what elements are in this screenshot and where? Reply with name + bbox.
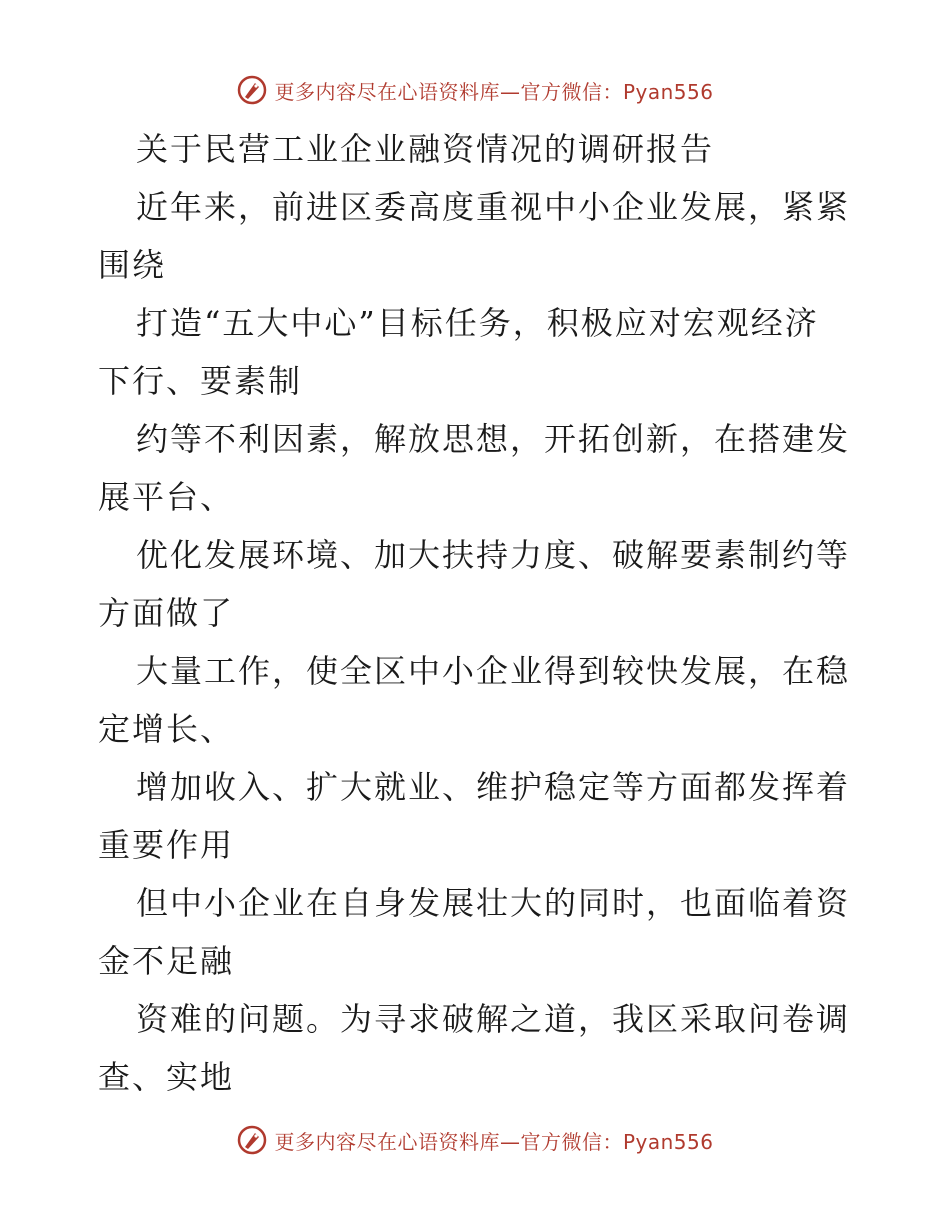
document-body	[98, 120, 858, 1106]
pen-nib-logo-icon	[236, 1124, 268, 1156]
paragraph-line: 下行、要素制	[98, 362, 303, 400]
paragraph-line: 优化发展环境、加大扶持力度、破解要素制约等	[136, 536, 851, 574]
paragraph-line: 查、实地	[98, 1058, 235, 1096]
pen-nib-logo-icon	[236, 74, 268, 106]
paragraph-line: 大量工作，使全区中小企业得到较快发展，在稳	[136, 652, 851, 690]
document-title: 关于民营工业企业融资情况的调研报告	[136, 130, 715, 168]
paragraph-line: 增加收入、扩大就业、维护稳定等方面都发挥着	[136, 768, 851, 806]
paragraph-line: 约等不利因素，解放思想，开拓创新，在搭建发	[136, 420, 851, 458]
paragraph-line: 打造“五大中心”目标任务，积极应对宏观经济	[136, 304, 819, 342]
paragraph-line: 方面做了	[98, 594, 235, 632]
watermark-text: 更多内容尽在心语资料库—官方微信：Pyan556	[274, 1129, 714, 1154]
paragraph-line: 围绕	[98, 246, 167, 284]
paragraph-line: 重要作用	[98, 826, 235, 864]
paragraph-line: 定增长、	[98, 710, 235, 748]
footer-watermark	[0, 1120, 950, 1160]
paragraph-line: 资难的问题。为寻求破解之道，我区采取问卷调	[136, 1000, 851, 1038]
paragraph-line: 金不足融	[98, 942, 235, 980]
paragraph-line: 近年来，前进区委高度重视中小企业发展，紧紧	[136, 188, 851, 226]
watermark-text: 更多内容尽在心语资料库—官方微信：Pyan556	[274, 79, 714, 104]
paragraph-line: 展平台、	[98, 478, 235, 516]
header-watermark	[0, 70, 950, 110]
paragraph-line: 但中小企业在自身发展壮大的同时，也面临着资	[136, 884, 851, 922]
